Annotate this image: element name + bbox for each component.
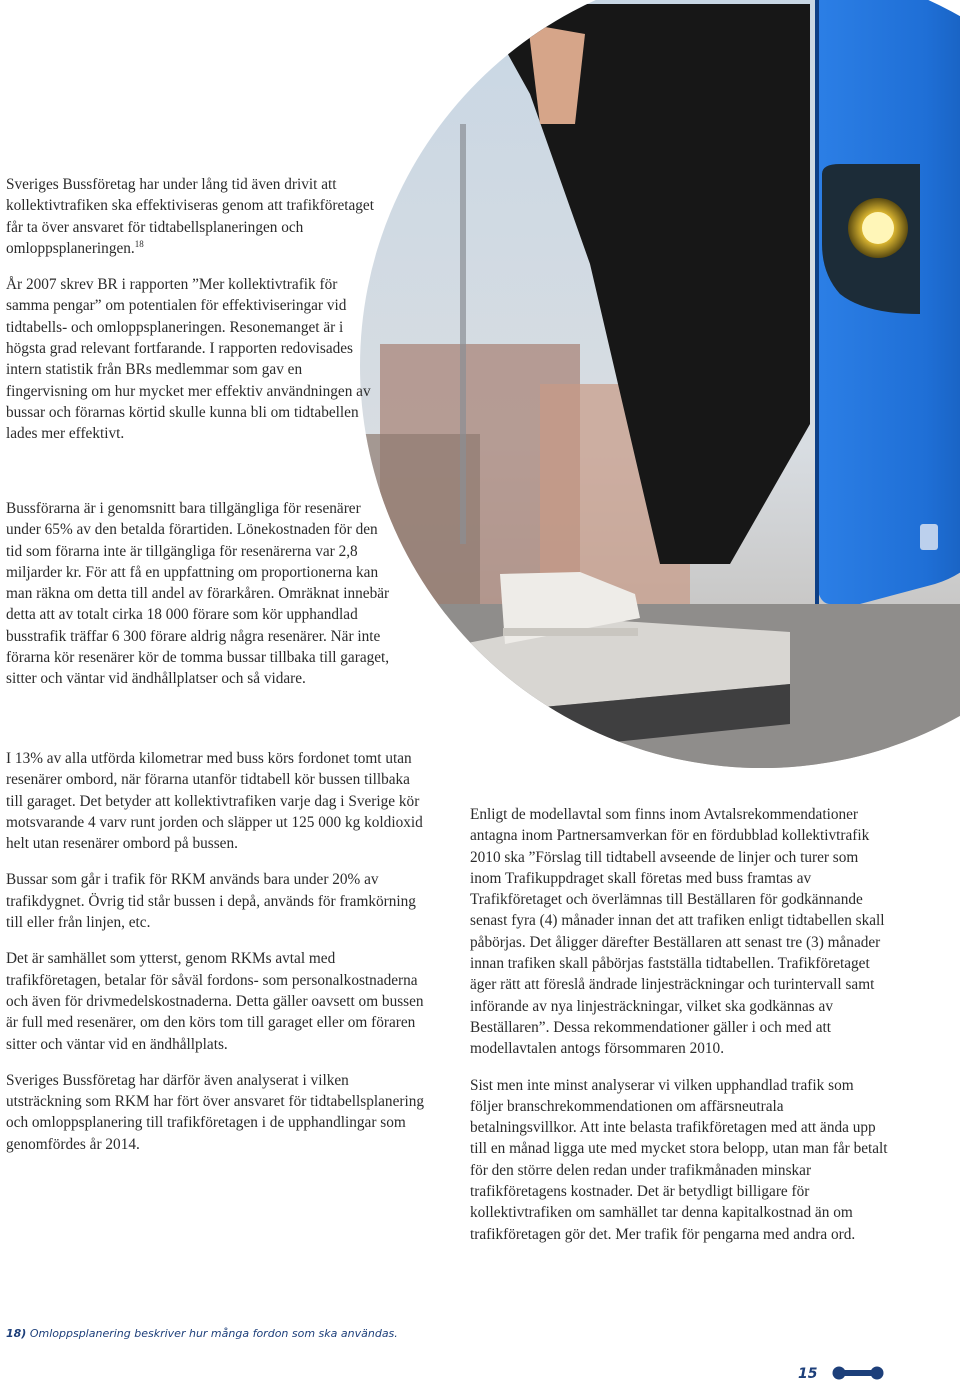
right-column [470, 804, 888, 1260]
route-connector-icon [832, 1366, 884, 1380]
footnote-number: 18) [6, 1327, 27, 1340]
left-column-bottom [6, 748, 424, 1170]
left-column-top [6, 174, 378, 460]
paragraph: Sveriges Bussföretag har därför även analyserat i vilken utsträckning som RKM har fört över ansvaret för tidtabellsplanering och omloppsplanering till trafikföretagen i de upphandlingar som genomfördes år 2014. [6, 1071, 425, 1153]
footnote-text: Omloppsplanering beskriver hur många fordon som ska användas. [29, 1327, 398, 1340]
page-number: 15 [798, 1366, 818, 1382]
paragraph: Bussförarna är i genomsnitt bara tillgängliga för resenärer under 65% av den betalda förartiden. Lönekostnaden för den tid som förarna inte är tillgängliga för resenärerna var 2,8 miljarder kr. För att få en uppfattning om proportionerna kan man räkna om detta till andel av förarkåren. Omräknat innebär detta att av totalt cirka 18 000 förare som kör upphandlad busstrafik träffar 6 300 förare aldrig några resenärer. När inte förarna kör resenärer kör de tomma bussar tillbaka till garaget, sitter och väntar vid ändhållplatser och så vidare. [6, 500, 390, 688]
paragraph: Sist men inte minst analyserar vi vilken upphandlad trafik som följer branschrekommendationen om affärsneutrala betalningsvillkor. Att inte belasta trafikföretagen med att ända upp till en månad ligga ute med mycket stora belopp, utan man får betalt för den större delen redan under trafikmånaden minskar trafikföretagens kostnader. Det är betydligt billigare för kollektivtrafiken om samhället tar denna kapitalkostnad än om trafikföretagen gör det. Mer trafik för pengarna med andra ord. [470, 1076, 888, 1243]
paragraph [6, 174, 378, 259]
paragraph: Bussar som går i trafik för RKM används bara under 20% av trafikdygnet. Övrig tid står bussen i depå, används för framkörning till eller från linjen, etc. [6, 871, 416, 932]
paragraph-text: Sveriges Bussföretag har under lång tid även drivit att kollektivtrafiken ska effektiviseras genom att trafikföretaget får ta över ansvaret för tidtabellsplaneringen och omloppsplaneringen. [6, 176, 374, 257]
footnote-reference: 18 [134, 238, 144, 249]
left-column-middle [6, 498, 391, 705]
paragraph: Det är samhället som ytterst, genom RKMs avtal med trafikföretagen, betalar för såväl fordons- som personalkostnaderna och även för drivmedelskostnaderna. Detta gäller oavsett om bussen är full med resenärer, om den körs tom till garaget eller om föraren sitter och väntar vid en ändhållplats. [6, 950, 424, 1053]
paragraph: I 13% av alla utförda kilometrar med buss körs fordonet tomt utan resenärer ombord, när förarna utanför tidtabell kör bussen tillbaka till garaget. Det betyder att kollektivtrafiken varje dag i Sverige kör motsvarande 4 varv runt jorden och släpper ut 125 000 kg koldioxid helt utan resenärer ombord på bussen. [6, 750, 423, 853]
photo-illustration [360, 0, 960, 768]
paragraph: Enligt de modellavtal som finns inom Avtalsrekommendationer antagna inom Partnersamverkan för en fördubblad kollektivtrafik 2010 ska ”Förslag till tidtabell avseende de linjer och turer som inom Trafikuppdraget skall företas med buss framtas av Trafikföretaget och överlämnas till Beställaren för godkännande senast fyra (4) månader innan det att trafiken enligt tidtabellen skall påbörjas. Det åligger därefter Beställaren att senast tre (3) månader innan trafiken skall påbörjas fastställa tidtabellen. Trafikföretaget äger rätt att föreslå ändrade linjesträckningar och turintervall samt införande av nya linjesträckningar, vilket ska godkännas av Beställaren”. Dessa rekommendationer gäller i och med att modellavtalen antogs försommaren 2010. [470, 806, 885, 1058]
paragraph: År 2007 skrev BR i rapporten ”Mer kollektivtrafik för samma pengar” om potentialen för effektiviseringar vid tidtabells- och omloppsplaneringen. Resonemanget är i högsta grad relevant fortfarande. I rapporten redovisades intern statistik från BRs medlemmar som gav en fingervisning om hur mycket mer effektiv användningen av bussar och förarnas körtid skulle kunna bli om tidtabellen lades mer effektivt. [6, 276, 371, 443]
bus-boarding-photo [360, 0, 960, 768]
footnote [6, 1327, 398, 1340]
